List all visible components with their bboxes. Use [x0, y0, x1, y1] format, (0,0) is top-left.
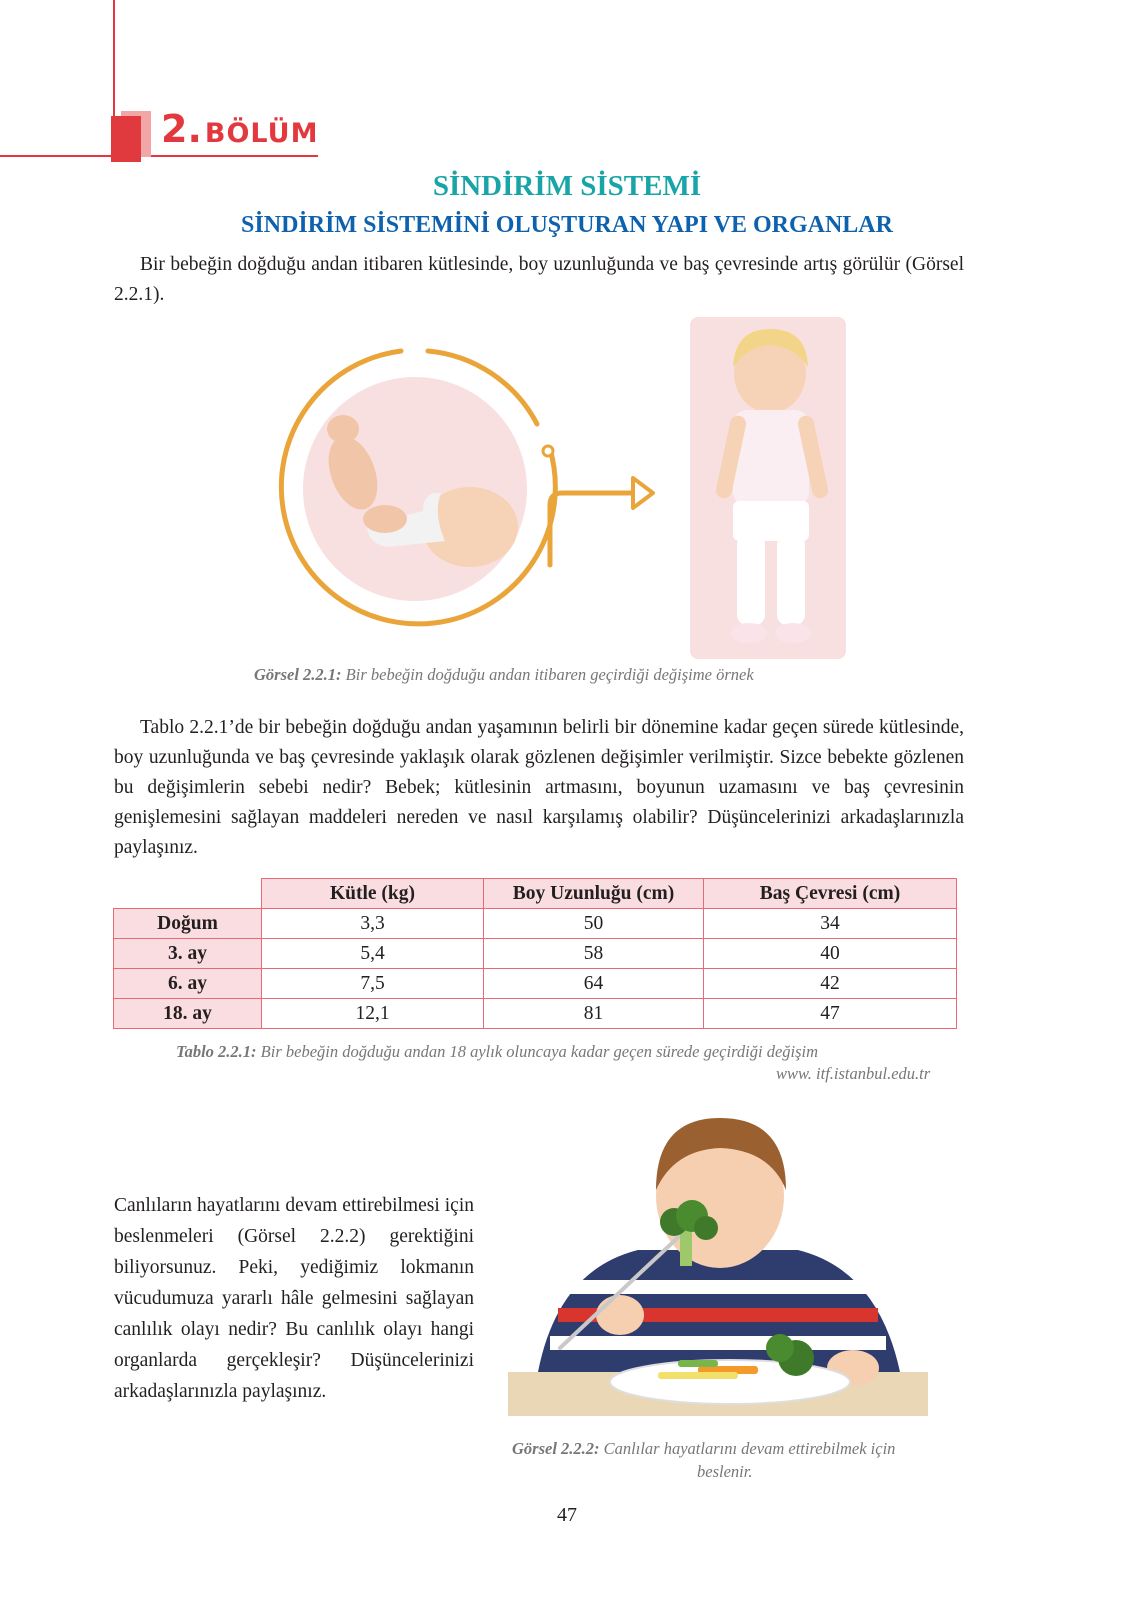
table-row: [114, 999, 957, 1029]
table-cell: 40: [704, 939, 957, 969]
table-cell: 7,5: [262, 969, 484, 999]
table-header-mass: Kütle (kg): [262, 879, 484, 909]
ring-end-dot: [543, 446, 553, 456]
table-source: www. itf.istanbul.edu.tr: [776, 1064, 931, 1083]
table-cell: 64: [484, 969, 704, 999]
table-row: [114, 909, 957, 939]
header-horizontal-rule: [0, 155, 318, 157]
table-cell: 42: [704, 969, 957, 999]
paragraph-intro-text: Bir bebeğin doğduğu andan itibaren kütlesinde, boy uzunluğunda ve baş çevresinde artış görülür (Görsel 2.2.1).: [114, 254, 964, 305]
paragraph-nutrition-text: Canlıların hayatlarını devam ettirebilmesi için beslenmeleri (Görsel 2.2.2) gerektiğini biliyorsunuz. Peki, yediğimiz lokmanın vücudumuza yararlı hâle gelmesini sağlayan canlılık olayı nedir? Bu canlılık olayı hangi organlarda gerçekleşir? Düşüncelerinizi arkadaşlarınızla paylaşınız.: [114, 1195, 474, 1402]
growth-table: [113, 878, 957, 1029]
table-caption-text: Bir bebeğin doğduğu andan 18 aylık oluncaya kadar geçen sürede geçirdiği değişim: [256, 1042, 819, 1061]
table-row-label: 18. ay: [114, 999, 262, 1029]
paragraph-table-intro-text: Tablo 2.2.1’de bir bebeğin doğduğu andan yaşamının belirli bir dönemine kadar geçen sürede kütlesinde, boy uzunluğunda ve baş çevresinde yaklaşık olarak gözlenen değişimler verilmiştir. Sizce bebekte gözlenen bu değişimlerin sebebi nedir? Bebek; kütlesinin artmasını, boyunun uzamasını ve baş çevresinin genişlemesini sağlayan maddeleri nereden ve nasıl karşılamış olabilir? Düşüncelerinizi arkadaşlarınızla paylaşınız.: [114, 717, 964, 858]
table-row-label: 3. ay: [114, 939, 262, 969]
baby-growth-figure: [255, 315, 855, 665]
table-cell: 5,4: [262, 939, 484, 969]
table-cell: 50: [484, 909, 704, 939]
chapter-number: 2.: [161, 107, 202, 151]
table-header-row: [114, 879, 957, 909]
figure2-caption-label: Görsel 2.2.2:: [512, 1439, 600, 1458]
table-cell: 3,3: [262, 909, 484, 939]
table-row-label: 6. ay: [114, 969, 262, 999]
arrow-head-icon: [633, 478, 653, 508]
chapter-word: BÖLÜM: [204, 118, 319, 149]
paragraph-intro: [114, 250, 964, 310]
paragraph-table-intro: [114, 713, 964, 863]
boy-illustration: [538, 1118, 900, 1386]
chapter-tab-dark: [111, 116, 141, 162]
figure2-caption-line2: beslenir.: [697, 1462, 753, 1481]
table-header-height: Boy Uzunluğu (cm): [484, 879, 704, 909]
page-title: SİNDİRİM SİSTEMİ: [432, 170, 702, 202]
table-corner: [114, 879, 262, 909]
page-number: 47: [557, 1504, 577, 1526]
figure1-caption-text: Bir bebeğin doğduğu andan itibaren geçirdiği değişime örnek: [341, 665, 754, 684]
page-subtitle: SİNDİRİM SİSTEMİNİ OLUŞTURAN YAPI VE ORGANLAR: [241, 212, 893, 238]
table-row: [114, 939, 957, 969]
table-header-head: Baş Çevresi (cm): [704, 879, 957, 909]
table-caption-label: Tablo 2.2.1:: [176, 1042, 257, 1061]
boy-eating-figure: [508, 1110, 930, 1416]
table-row: [114, 969, 957, 999]
table-cell: 81: [484, 999, 704, 1029]
chapter-heading: [161, 107, 319, 151]
paragraph-nutrition: [114, 1190, 474, 1407]
figure2-caption-line1: [512, 1438, 895, 1460]
table-row-label: Doğum: [114, 909, 262, 939]
figure2-caption-text: Canlılar hayatlarını devam ettirebilmek için: [599, 1439, 896, 1458]
table-cell: 58: [484, 939, 704, 969]
figure1-caption-label: Görsel 2.2.1:: [254, 665, 342, 684]
table-cell: 34: [704, 909, 957, 939]
table-caption: [176, 1041, 818, 1063]
figure1-caption: [254, 664, 754, 686]
table-cell: 47: [704, 999, 957, 1029]
table-cell: 12,1: [262, 999, 484, 1029]
arrow-line: [550, 493, 633, 565]
